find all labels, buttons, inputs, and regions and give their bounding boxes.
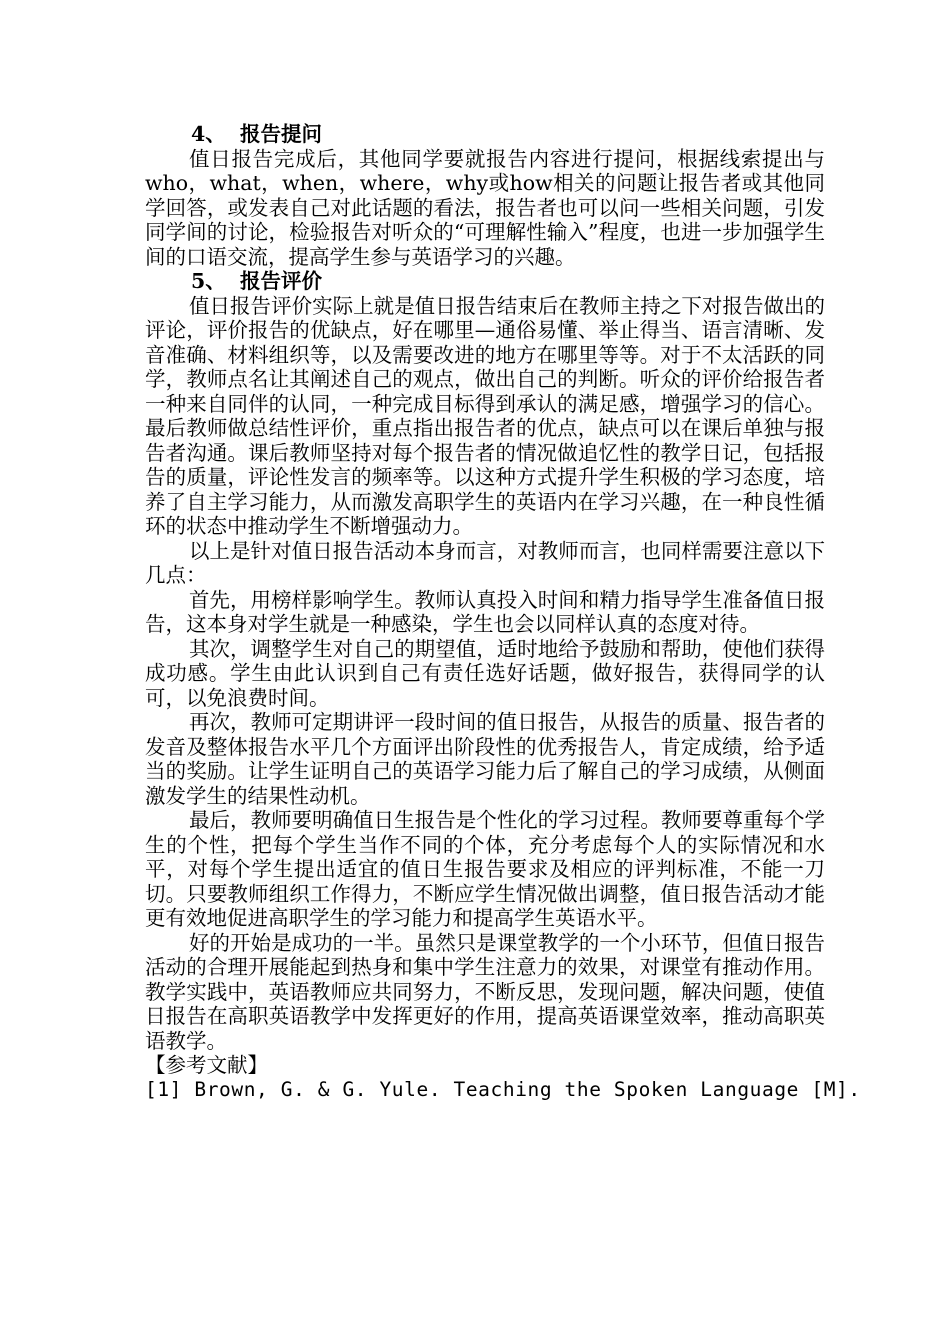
paragraph-second-point: 其次，调整学生对自己的期望值，适时地给予鼓励和帮助，使他们获得成功感。学生由此认识到自己有责任选好话题，做好报告，获得同学的认可，以免浪费时间。 xyxy=(145,636,825,710)
paragraph-last-point: 最后，教师要明确值日生报告是个性化的学习过程。教师要尊重每个学生的个性，把每个学生当作不同的个体，充分考虑每个人的实际情况和水平，对每个学生提出适宜的值日生报告要求及相应的评判标准，不能一刀切。只要教师组织工作得力，不断应学生情况做出调整，值日报告活动才能更有效地促进高职学生的学习能力和提高学生英语水平。 xyxy=(145,808,825,930)
references-title: 【参考文献】 xyxy=(145,1053,268,1077)
paragraph-teacher-notes-intro: 以上是针对值日报告活动本身而言，对教师而言，也同样需要注意以下几点： xyxy=(145,538,825,587)
paragraph-evaluation: 值日报告评价实际上就是值日报告结束后在教师主持之下对报告做出的评论，评价报告的优缺点，好在哪里—通俗易懂、举止得当、语言清晰、发音准确、材料组织等，以及需要改进的地方在哪里等等。对于不太活跃的同学，教师点名让其阐述自己的观点，做出自己的判断。听众的评价给报告者一种来自同伴的认同，一种完成目标得到承认的满足感，增强学习的信心。最后教师做总结性评价，重点指出报告者的优点，缺点可以在课后单独与报告者沟通。课后教师坚持对每个报告者的情况做追忆性的教学日记，包括报告的质量，评论性发言的频率等。以这种方式提升学生积极的学习态度，培养了自主学习能力，从而激发高职学生的英语内在学习兴趣，在一种良性循环的状态中推动学生不断增强动力。 xyxy=(145,293,825,538)
section-heading-evaluation: 5、 报告评价 xyxy=(191,269,323,293)
paragraph-first-point: 首先，用榜样影响学生。教师认真投入时间和精力指导学生准备值日报告，这本身对学生就是一种感染，学生也会以同样认真的态度对待。 xyxy=(145,587,825,636)
reference-item: [1] Brown, G. & G. Yule. Teaching the Spoken Language [M]. xyxy=(145,1077,861,1101)
section-heading-questions: 4、 报告提问 xyxy=(191,122,323,146)
document-body xyxy=(145,122,861,1102)
paragraph-third-point: 再次，教师可定期讲评一段时间的值日报告，从报告的质量、报告者的发音及整体报告水平几个方面评出阶段性的优秀报告人，肯定成绩，给予适当的奖励。让学生证明自己的英语学习能力后了解自己的学习成绩，从侧面激发学生的结果性动机。 xyxy=(145,710,825,808)
paragraph-questions: 值日报告完成后，其他同学要就报告内容进行提问，根据线索提出与who，what，when，where，why或how相关的问题让报告者或其他同学回答，或发表自己对此话题的看法，报告者也可以问一些相关问题，引发同学间的讨论，检验报告对听众的“可理解性输入”程度，也进一步加强学生间的口语交流，提高学生参与英语学习的兴趣。 xyxy=(145,146,825,269)
paragraph-conclusion: 好的开始是成功的一半。虽然只是课堂教学的一个小环节，但值日报告活动的合理开展能起到热身和集中学生注意力的效果，对课堂有推动作用。教学实践中，英语教师应共同努力，不断反思，发现问题，解决问题，使值日报告在高职英语教学中发挥更好的作用，提高英语课堂效率，推动高职英语教学。 xyxy=(145,930,825,1053)
